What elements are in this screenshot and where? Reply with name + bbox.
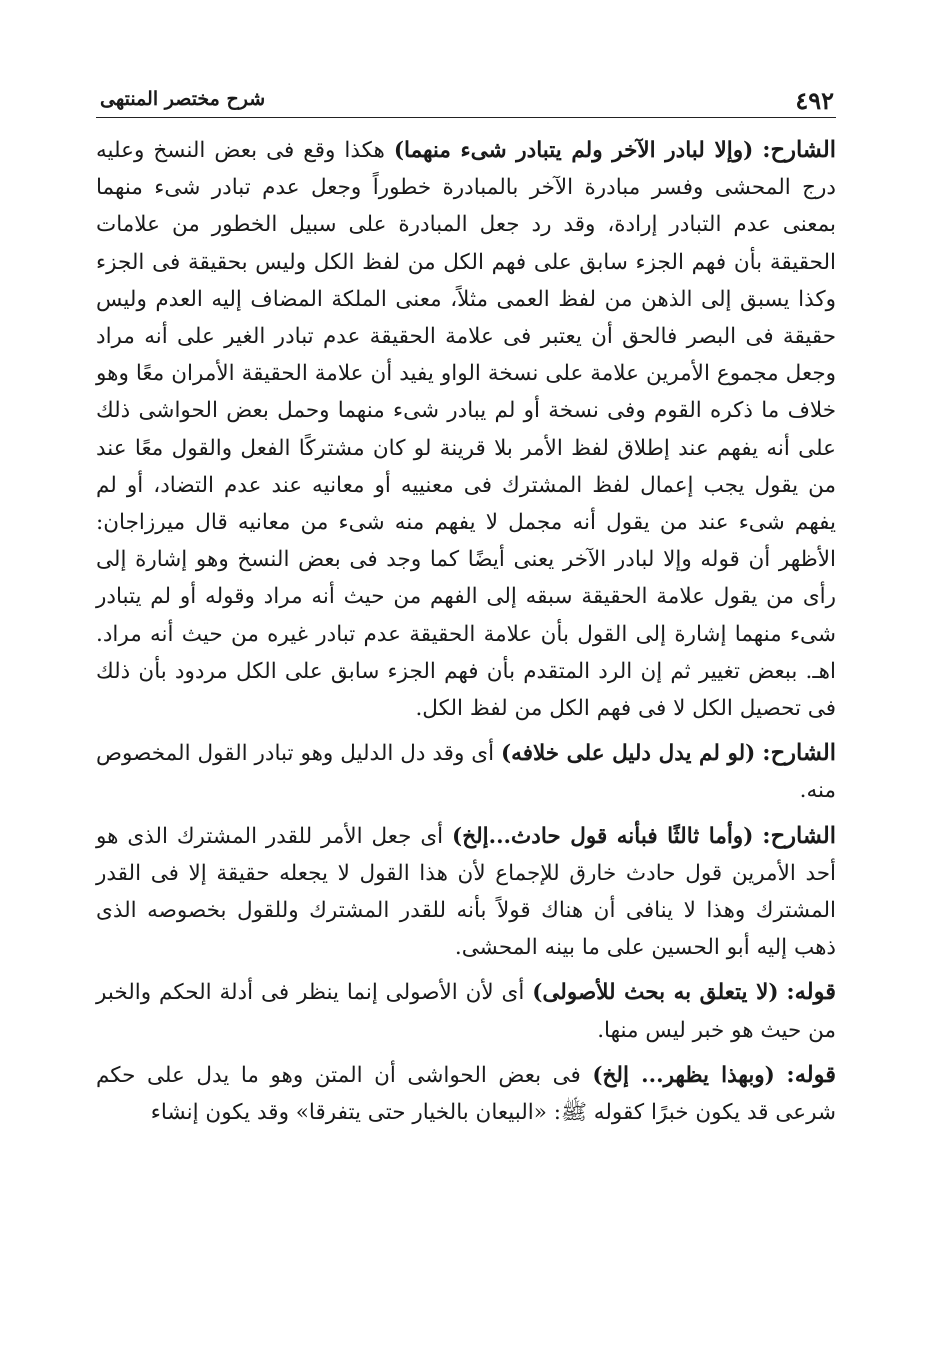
book-title: شرح مختصر المنتهى [100, 88, 266, 110]
paragraph [96, 974, 836, 1048]
page-number: ٤٩٢ [795, 86, 834, 115]
paragraph-lead: الشارح: [762, 740, 836, 767]
commentary-text: فى بعض الحواشى أن المتن وهو ما يدل على حكم شرعى قد يكون خبرًا كقوله ﷺ: «البيعان بالخيار حتى يتفرقا» وقد يكون إنشاء [96, 1062, 836, 1126]
paragraph-lead: قوله: [786, 979, 836, 1006]
quoted-text: (وبهذا يظهر... إلخ) [592, 1062, 775, 1088]
quoted-text: (لا يتعلق به بحث للأصولى) [532, 980, 779, 1006]
paragraph [96, 735, 836, 809]
paragraph-lead: الشارح: [762, 137, 836, 163]
page-header [96, 82, 836, 118]
commentary-text: أى جعل الأمر للقدر المشترك الذى هو أحد الأمرين قول حادث خارق للإجماع لأن هذا القول لا يجعله حقيقة إلا فى القدر المشترك وهذا لا ينافى أن هناك قولاً بأنه للقدر المشترك وللقول بخصوصه الذى ذهب إليه أبو الحسين على ما بينه المحشى. [96, 823, 836, 961]
paragraph-lead: قوله: [786, 1061, 837, 1088]
page-body [96, 132, 836, 1139]
commentary-text: أى لأن الأصولى إنما ينظر فى أدلة الحكم والخبر من حيث هو خبر ليس منها. [96, 980, 836, 1043]
quoted-text: (لو لم يدل دليل على خلافه) [501, 741, 756, 767]
header-rule [96, 117, 836, 118]
paragraph [96, 132, 836, 727]
commentary-text: أى وقد دل الدليل وهو تبادر القول المخصوص منه. [96, 741, 836, 804]
paragraph [96, 1057, 836, 1131]
quoted-text: (وإلا لبادر الآخر ولم يتبادر شىء منهما) [393, 138, 754, 163]
paragraph-lead: الشارح: [762, 822, 836, 849]
paragraph [96, 818, 836, 967]
commentary-text: هكذا وقع فى بعض النسخ وعليه درج المحشى وفسر مبادرة الآخر بالمبادرة خطوراً وجعل عدم تبادر شىء منهما بمعنى عدم التبادر إرادة، وقد رد جعل المبادرة على سبيل الخطور من علامات الحقيقة بأن فهم الجزء سابق على فهم الكل من لفظ الكل وليس بحقيقة فى الجزء وكذا يسبق إلى الذهن من لفظ العمى مثلاً، معنى الملكة المضاف إليه العدم وليس حقيقة فى البصر فالحق أن يعتبر فى علامة الحقيقة عدم تبادر الغير على أنه مراد وجعل مجموع الأمرين علامة على نسخة الواو يفيد أن علامة الحقيقة الأمران معًا وهو خلاف ما ذكره القوم وفى نسخة أو لم يبادر شىء منهما وحمل بعض الحواشى ذلك على أنه يفهم عند إطلاق لفظ الأمر بلا قرينة لو كان مشتركًا الفعل والقول معًا عند من يقول يجب إعمال لفظ المشترك فى معنييه أو معانيه عند عدم التضاد، أو لم يفهم شىء عند من يقول أنه مجمل لا يفهم منه شىء من معانيه قال ميرزاجان: الأظهر أن قوله وإلا لبادر الآخر يعنى أيضًا كما وجد فى بعض النسخ وهو إشارة إلى رأى من يقول علامة الحقيقة سبقه إلى الفهم من حيث أنه مراد وقوله أو لم يتبادر شىء منهما إشارة إلى القول بأن علامة الحقيقة عدم تبادر غيره من حيث أنه مراد. اهـ. ببعض تغيير ثم إن الرد المتقدم بأن فهم الجزء سابق على الكل مردود بأن ذلك فى تحصيل الكل لا فى فهم الكل من لفظ الكل. [96, 138, 836, 722]
quoted-text: (وأما ثالثًا فبأنه قول حادث...إلخ) [452, 823, 754, 849]
